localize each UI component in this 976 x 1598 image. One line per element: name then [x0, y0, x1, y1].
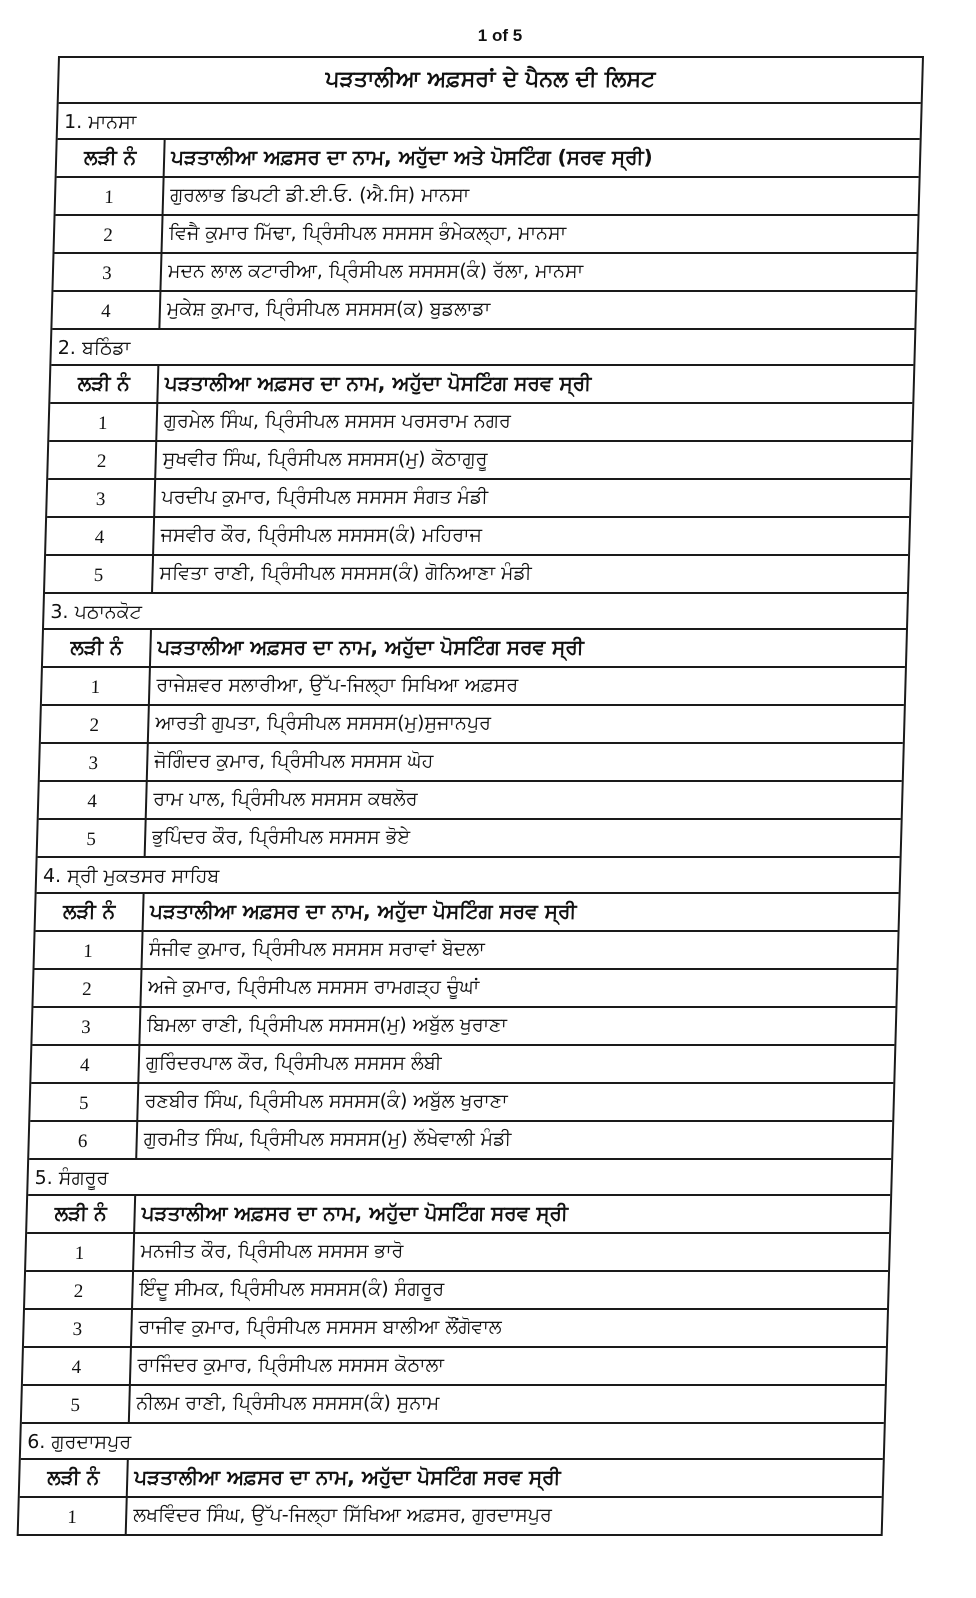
- district-section: [45, 330, 914, 594]
- serial-number-cell: 3: [32, 1008, 141, 1044]
- column-header-row: [27, 1196, 890, 1234]
- serial-number-header: ਲੜੀ ਨੰ: [20, 1460, 129, 1496]
- table-row: [32, 1008, 895, 1046]
- serial-number-cell: 5: [45, 556, 154, 592]
- serial-number-cell: 6: [29, 1122, 138, 1158]
- officer-details-cell: ਨੀਲਮ ਰਾਣੀ, ਪ੍ਰਿੰਸੀਪਲ ਸਸਸਸ(ਕੰ) ਸੁਨਾਮ: [136, 1392, 440, 1414]
- district-heading: 6. ਗੁਰਦਾਸਪੁਰ: [21, 1424, 884, 1460]
- serial-number-header: ਲੜੀ ਨੰ: [50, 366, 159, 402]
- table-row: [56, 178, 919, 216]
- table-row: [31, 1046, 894, 1084]
- table-row: [39, 782, 902, 820]
- officer-details-cell: ਗੁਰਮੇਲ ਸਿੰਘ, ਪ੍ਰਿੰਸੀਪਲ ਸਸਸਸ ਪਰਸਰਾਮ ਨਗਰ: [163, 410, 512, 432]
- serial-number-cell: 1: [56, 178, 165, 214]
- officer-details-cell: ਲਖਵਿੰਦਰ ਸਿੰਘ, ਉੱਪ-ਜਿਲ੍ਹਾ ਸਿੱਖਿਆ ਅਫ਼ਸਰ, ਗੁਰਦਾਸਪੁਰ: [132, 1504, 553, 1526]
- officer-details-cell: ਪਰਦੀਪ ਕੁਮਾਰ, ਪ੍ਰਿੰਸੀਪਲ ਸਸਸਸ ਸੰਗਤ ਮੰਡੀ: [161, 486, 489, 508]
- serial-number-cell: 3: [40, 744, 149, 780]
- table-row: [38, 820, 901, 858]
- district-heading: 5. ਸੰਗਰੂਰ: [28, 1160, 891, 1196]
- serial-number-cell: 5: [38, 820, 147, 856]
- table-row: [33, 970, 896, 1008]
- table-row: [49, 404, 912, 442]
- table-row: [40, 744, 903, 782]
- serial-number-cell: 3: [53, 254, 162, 290]
- officer-details-cell: ਬਿਮਲਾ ਰਾਣੀ, ਪ੍ਰਿੰਸੀਪਲ ਸਸਸਸ(ਮੁ) ਅਬੁੱਲ ਖੁਰਾਣਾ: [146, 1014, 508, 1036]
- officer-details-cell: ਵਿਜੈ ਕੁਮਾਰ ਮਿੱਢਾ, ਪ੍ਰਿੰਸੀਪਲ ਸਸਸਸ ਭੰਮੇਕਲ੍ਹਾ, ਮਾਨਸਾ: [168, 222, 567, 244]
- table-row: [30, 1084, 893, 1122]
- officer-details-cell: ਗੁਰਲਾਭ ਡਿਪਟੀ ਡੀ.ਈ.ਓ. (ਐ.ਸਿ) ਮਾਨਸਾ: [169, 184, 470, 206]
- officer-details-cell: ਸੰਜੀਵ ਕੁਮਾਰ, ਪ੍ਰਿੰਸੀਪਲ ਸਸਸਸ ਸਰਾਵਾਂ ਬੋਦਲਾ: [148, 938, 486, 960]
- sections-container: [19, 104, 921, 1534]
- officer-details-cell: ਰਾਜੇਸ਼ਵਰ ਸਲਾਰੀਆ, ਉੱਪ-ਜਿਲ੍ਹਾ ਸਿਖਿਆ ਅਫ਼ਸਰ: [156, 674, 519, 696]
- document-title: ਪੜਤਾਲੀਆ ਅਫ਼ਸਰਾਂ ਦੇ ਪੈਨਲ ਦੀ ਲਿਸਟ: [59, 58, 922, 104]
- district-heading: 2. ਬਠਿੰਡਾ: [51, 330, 914, 366]
- serial-number-cell: 2: [25, 1272, 134, 1308]
- district-heading: 3. ਪਠਾਨਕੋਟ: [44, 594, 907, 630]
- officer-details-cell: ਰਾਜਿੰਦਰ ਕੁਮਾਰ, ਪ੍ਰਿੰਸੀਪਲ ਸਸਸਸ ਕੋਠਾਲਾ: [137, 1354, 445, 1376]
- officer-details-cell: ਇੰਦੂ ਸੀਮਕ, ਪ੍ਰਿੰਸੀਪਲ ਸਸਸਸ(ਕੰ) ਸੰਗਰੂਰ: [139, 1278, 445, 1300]
- officer-details-cell: ਜੋਗਿੰਦਰ ਕੁਮਾਰ, ਪ੍ਰਿੰਸੀਪਲ ਸਸਸਸ ਘੋਹ: [154, 750, 434, 772]
- table-row: [19, 1498, 882, 1534]
- table-row: [25, 1272, 888, 1310]
- table-row: [24, 1310, 887, 1348]
- officer-details-cell: ਗੁਰਿੰਦਰਪਾਲ ਕੌਰ, ਪ੍ਰਿੰਸੀਪਲ ਸਸਸਸ ਲੰਬੀ: [145, 1052, 442, 1074]
- officer-details-cell: ਗੁਰਮੀਤ ਸਿੰਘ, ਪ੍ਰਿੰਸੀਪਲ ਸਸਸਸ(ਮੁ) ਲੱਖੇਵਾਲੀ ਮੰਡੀ: [143, 1128, 512, 1150]
- officer-details-cell: ਮਦਨ ਲਾਲ ਕਟਾਰੀਆ, ਪ੍ਰਿੰਸੀਪਲ ਸਸਸਸ(ਕੰ) ਰੱਲਾ, ਮਾਨਸਾ: [167, 260, 584, 282]
- officer-details-cell: ਰਾਮ ਪਾਲ, ਪ੍ਰਿੰਸੀਪਲ ਸਸਸਸ ਕਥਲੋਰ: [152, 788, 418, 810]
- officer-details-cell: ਸਵਿਤਾ ਰਾਣੀ, ਪ੍ਰਿੰਸੀਪਲ ਸਸਸਸ(ਕੰ) ਗੋਨਿਆਣਾ ਮੰਡੀ: [159, 562, 532, 584]
- serial-number-header: ਲੜੀ ਨੰ: [57, 140, 166, 176]
- table-row: [46, 518, 909, 556]
- serial-number-header: ਲੜੀ ਨੰ: [36, 894, 145, 930]
- serial-number-cell: 2: [48, 442, 157, 478]
- serial-number-cell: 2: [55, 216, 164, 252]
- table-row: [52, 292, 915, 330]
- officer-details-cell: ਆਰਤੀ ਗੁਪਤਾ, ਪ੍ਰਿੰਸੀਪਲ ਸਸਸਸ(ਮੁ)ਸੁਜਾਨਪੁਰ: [155, 712, 492, 734]
- panel-list-table: [17, 56, 924, 1536]
- serial-number-cell: 1: [26, 1234, 135, 1270]
- serial-number-cell: 1: [19, 1498, 128, 1534]
- district-section: [52, 104, 920, 330]
- serial-number-cell: 4: [23, 1348, 132, 1384]
- table-row: [34, 932, 897, 970]
- column-header-row: [50, 366, 913, 404]
- serial-number-cell: 4: [39, 782, 148, 818]
- officer-details-cell: ਅਜੇ ਕੁਮਾਰ, ਪ੍ਰਿੰਸੀਪਲ ਸਸਸਸ ਰਾਮਗੜ੍ਹ ਚੂੰਘਾਂ: [147, 976, 480, 998]
- serial-number-cell: 1: [42, 668, 151, 704]
- table-row: [54, 216, 917, 254]
- district-section: [29, 858, 899, 1160]
- officer-details-header: ਪੜਤਾਲੀਆ ਅਫ਼ਸਰ ਦਾ ਨਾਮ, ਅਹੁੱਦਾ ਪੋਸਟਿੰਗ ਸਰਵ ਸ੍ਰੀ: [141, 1201, 569, 1225]
- district-section: [38, 594, 907, 858]
- serial-number-header: ਲੜੀ ਨੰ: [27, 1196, 136, 1232]
- officer-details-cell: ਜਸਵੀਰ ਕੌਰ, ਪ੍ਰਿੰਸੀਪਲ ਸਸਸਸ(ਕੰ) ਮਹਿਰਾਜ: [160, 524, 483, 546]
- officer-details-header: ਪੜਤਾਲੀਆ ਅਫ਼ਸਰ ਦਾ ਨਾਮ, ਅਹੁੱਦਾ ਪੋਸਟਿੰਗ ਸਰਵ ਸ੍ਰੀ: [149, 899, 577, 923]
- table-row: [53, 254, 916, 292]
- district-section: [22, 1160, 891, 1424]
- district-heading: 4. ਸ੍ਰੀ ਮੁਕਤਸਰ ਸਾਹਿਬ: [37, 858, 900, 894]
- table-row: [29, 1122, 892, 1160]
- table-row: [41, 706, 904, 744]
- district-section: [19, 1424, 884, 1534]
- column-header-row: [36, 894, 899, 932]
- serial-number-cell: 3: [24, 1310, 133, 1346]
- officer-details-cell: ਸੁਖਵੀਰ ਸਿੰਘ, ਪ੍ਰਿੰਸੀਪਲ ਸਸਸਸ(ਮੁ) ਕੋਠਾਗੁਰੂ: [162, 448, 488, 470]
- table-row: [42, 668, 905, 706]
- table-row: [26, 1234, 889, 1272]
- page-number: 1 of 5: [477, 26, 523, 45]
- officer-details-header: ਪੜਤਾਲੀਆ ਅਫ਼ਸਰ ਦਾ ਨਾਮ, ਅਹੁੱਦਾ ਪੋਸਟਿੰਗ ਸਰਵ ਸ੍ਰੀ: [164, 371, 592, 395]
- column-header-row: [57, 140, 920, 178]
- serial-number-cell: 2: [33, 970, 142, 1006]
- district-heading: 1. ਮਾਨਸਾ: [58, 104, 921, 140]
- officer-details-cell: ਰਾਜੀਵ ਕੁਮਾਰ, ਪ੍ਰਿੰਸੀਪਲ ਸਸਸਸ ਬਾਲੀਆ ਲੌਂਗੋਵਾਲ: [138, 1316, 502, 1338]
- table-row: [47, 480, 910, 518]
- serial-number-cell: 4: [46, 518, 155, 554]
- officer-details-cell: ਭੁਪਿੰਦਰ ਕੌਰ, ਪ੍ਰਿੰਸੀਪਲ ਸਸਸਸ ਭੋਏ: [151, 826, 411, 848]
- officer-details-cell: ਰਣਬੀਰ ਸਿੰਘ, ਪ੍ਰਿੰਸੀਪਲ ਸਸਸਸ(ਕੰ) ਅਬੁੱਲ ਖੁਰਾਣਾ: [144, 1090, 508, 1112]
- serial-number-cell: 3: [47, 480, 156, 516]
- officer-details-header: ਪੜਤਾਲੀਆ ਅਫ਼ਸਰ ਦਾ ਨਾਮ, ਅਹੁੱਦਾ ਪੋਸਟਿੰਗ ਸਰਵ ਸ੍ਰੀ: [157, 635, 585, 659]
- serial-number-cell: 5: [30, 1084, 139, 1120]
- serial-number-cell: 4: [31, 1046, 140, 1082]
- table-row: [22, 1386, 885, 1424]
- column-header-row: [43, 630, 906, 668]
- officer-details-cell: ਮੁਕੇਸ਼ ਕੁਮਾਰ, ਪ੍ਰਿੰਸੀਪਲ ਸਸਸਸ(ਕ) ਬੁਡਲਾਡਾ: [166, 298, 491, 320]
- column-header-row: [20, 1460, 883, 1498]
- serial-number-cell: 1: [35, 932, 144, 968]
- table-row: [23, 1348, 886, 1386]
- serial-number-cell: 4: [52, 292, 161, 328]
- table-row: [45, 556, 908, 594]
- serial-number-cell: 2: [41, 706, 150, 742]
- officer-details-header: ਪੜਤਾਲੀਆ ਅਫ਼ਸਰ ਦਾ ਨਾਮ, ਅਹੁੱਦਾ ਪੋਸਟਿੰਗ ਸਰਵ ਸ੍ਰੀ: [133, 1465, 561, 1489]
- serial-number-cell: 5: [22, 1386, 131, 1422]
- officer-details-header: ਪੜਤਾਲੀਆ ਅਫ਼ਸਰ ਦਾ ਨਾਮ, ਅਹੁੱਦਾ ਅਤੇ ਪੋਸਟਿੰਗ (ਸਰਵ ਸ੍ਰੀ): [170, 145, 654, 169]
- serial-number-cell: 1: [49, 404, 158, 440]
- officer-details-cell: ਮਨਜੀਤ ਕੌਰ, ਪ੍ਰਿੰਸੀਪਲ ਸਸਸਸ ਭਾਰੋ: [140, 1240, 404, 1262]
- serial-number-header: ਲੜੀ ਨੰ: [43, 630, 152, 666]
- table-row: [48, 442, 911, 480]
